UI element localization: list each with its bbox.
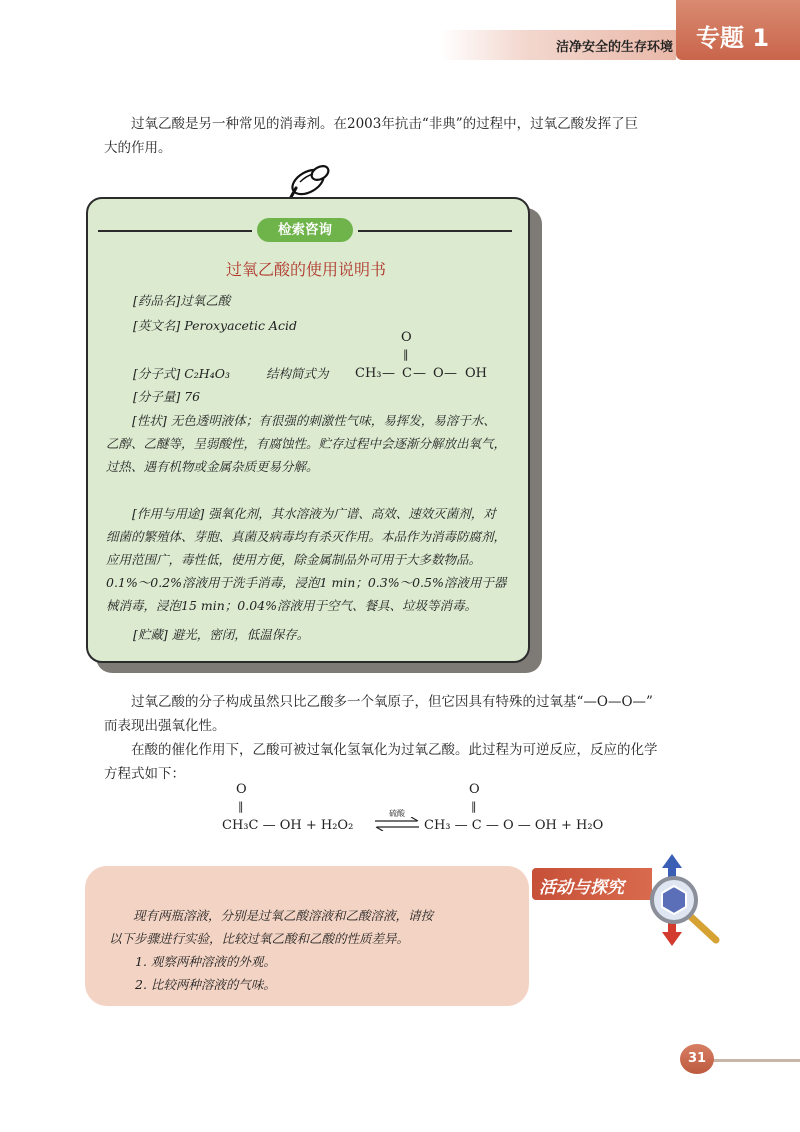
uses-text: [作用与用途] 强氧化剂，其水溶液为广谱、高效、速效灭菌剂，对细菌的繁殖体、芽胞、真菌及病毒均有杀灭作用。本品作为消毒防腐剂，应用范围广，毒性低，使用方便，除金属制品外可用于大多数物品。0.1%～0.2%溶液用于洗手消毒，浸泡1 min；0.3%～0.5%溶液用于器械消毒，浸泡15 min；0.04%溶液用于空气、餐具、垃圾等消毒。 [106, 506, 507, 613]
search-consult-badge: 检索咨询 [257, 218, 353, 242]
english-name: [英文名] Peroxyacetic Acid [133, 318, 297, 333]
activity-step1: 1. 观察两种溶液的外观。 [135, 954, 276, 969]
left-double-bond: ‖ [238, 800, 244, 813]
badge-rule-left [98, 230, 252, 232]
activity-line1: 现有两瓶溶液，分别是过氧乙酸溶液和乙酸溶液，请按 [133, 908, 434, 923]
intro-paragraph: 过氧乙酸是另一种常见的消毒剂。在2003年抗击“非典”的过程中，过氧乙酸发挥了巨 大的作用。 [104, 116, 639, 156]
catalysis-paragraph: 在酸的催化作用下，乙酸可被过氧化氢氧化为过氧乙酸。此过程为可逆反应，反应的化学 方程式如下： [104, 742, 658, 782]
bond-dash: — [444, 366, 457, 381]
storage-text: [贮藏] 避光，密闭，低温保存。 [133, 627, 310, 642]
activity-step2: 2. 比较两种溶液的气味。 [135, 977, 276, 992]
equation-products: CH₃ — C — O — OH + H₂O [424, 818, 604, 833]
equation-reactants: CH₃C — OH + H₂O₂ [222, 818, 354, 833]
bond-dash: — [413, 366, 426, 381]
drug-name: [药品名]过氧乙酸 [133, 293, 231, 308]
molecular-formula: [分子式] C₂H₄O₃ [133, 366, 230, 381]
left-carbonyl-o: O [236, 782, 247, 797]
peroxide-paragraph: 过氧乙酸的分子构成虽然只比乙酸多一个氧原子，但它因具有特殊的过氧基“—O—O—” 而表现出强氧化性。 [104, 694, 653, 734]
right-double-bond: ‖ [471, 800, 477, 813]
structure-label: 结构简式为 [266, 366, 329, 381]
double-bond: ‖ [403, 348, 409, 361]
struct-oxygen: O [433, 366, 444, 381]
right-carbonyl-o: O [469, 782, 480, 797]
activity-line2: 以下步骤进行实验，比较过氧乙酸和乙酸的性质差异。 [109, 931, 410, 946]
bond-dash: — [382, 366, 395, 381]
molar-mass: [分子量] 76 [133, 389, 201, 404]
catalyst-label: 硫酸 [389, 809, 405, 818]
activity-tab-label: 活动与探究 [539, 878, 624, 898]
struct-oh: OH [465, 366, 487, 381]
badge-rule-right [358, 230, 512, 232]
instructions-title: 过氧乙酸的使用说明书 [225, 260, 386, 279]
unit-label: 专题 1 [696, 24, 770, 52]
page-number: 31 [680, 1044, 714, 1074]
properties-text: [性状] 无色透明液体；有很强的刺激性气味，易挥发，易溶于水、乙醇、乙醚等，呈弱酸性，有腐蚀性。贮存过程中会逐渐分解放出氧气，过热、遇有机物或金属杂质更易分解。 [106, 413, 507, 474]
section-title: 洁净安全的生存环境 [556, 40, 674, 55]
magnifier-icon [640, 852, 730, 948]
struct-ch3: CH₃ [355, 366, 382, 381]
struct-carbon: C [402, 366, 412, 381]
page-number-rule [706, 1059, 800, 1062]
reversible-arrow-icon [373, 817, 421, 831]
struct-carbonyl-o: O [401, 330, 412, 345]
